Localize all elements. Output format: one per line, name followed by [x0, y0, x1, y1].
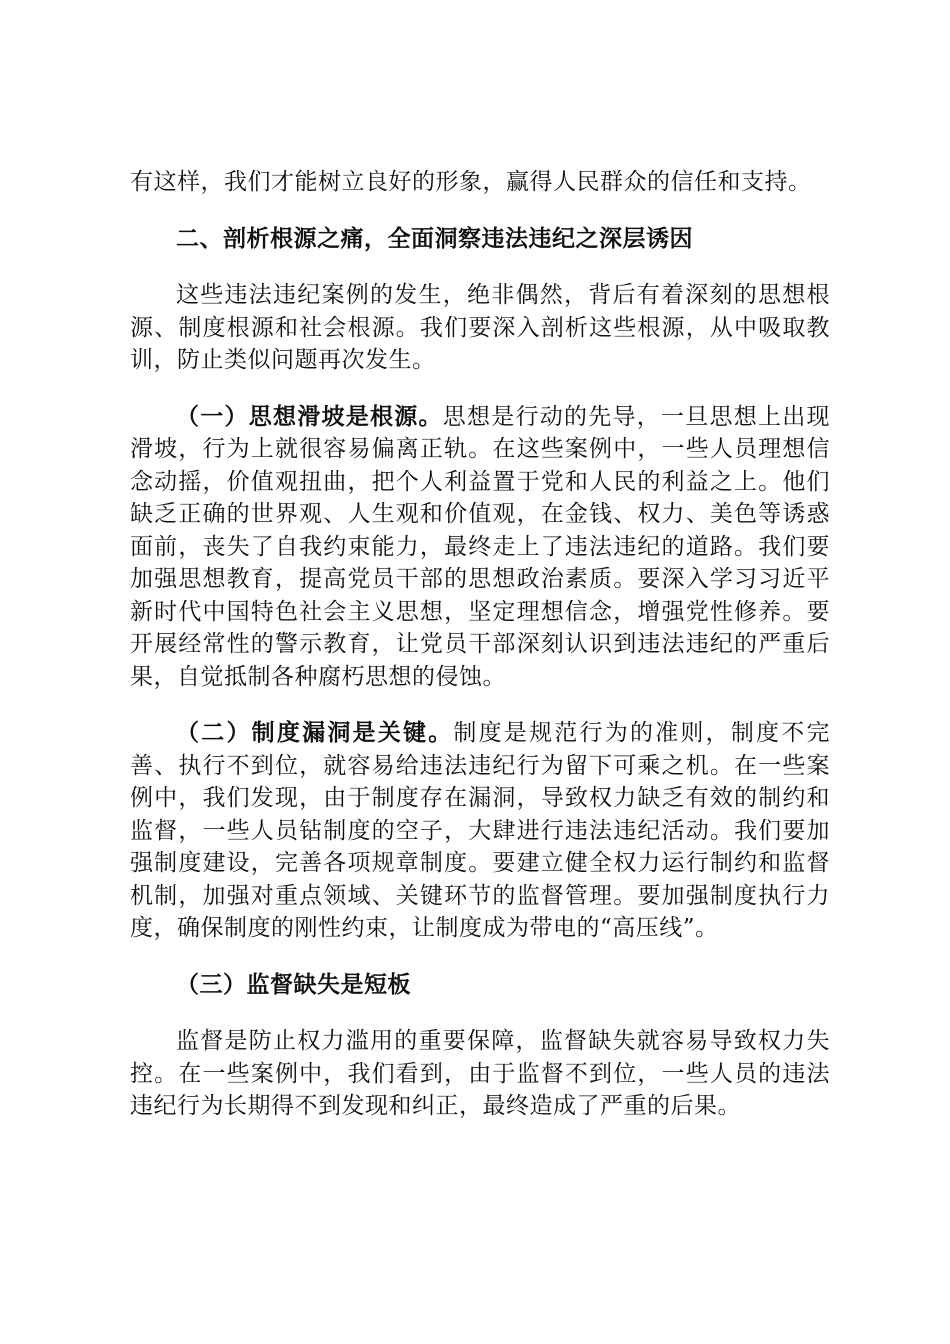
document-body — [130, 166, 830, 1147]
point-3-paragraph: 监督是防止权力滥用的重要保障，监督缺失就容易导致权力失控。在一些案例中，我们看到，由于监督不到位，一些人员的违法违纪行为长期得不到发现和纠正，最终造成了严重的后果。 — [130, 1028, 830, 1119]
point-1-lead: （一）思想滑坡是根源。 — [176, 403, 443, 430]
intro-paragraph: 这些违法违纪案例的发生，绝非偶然，背后有着深刻的思想根源、制度根源和社会根源。我们要深入剖析这些根源，从中吸取教训，防止类似问题再次发生。 — [130, 282, 830, 373]
point-2-lead: （二）制度漏洞是关键。 — [176, 720, 454, 746]
point-2-paragraph — [130, 717, 830, 945]
section-heading: 二、剖析根源之痛，全面洞察违法违纪之深层诱因 — [176, 225, 693, 252]
point-1-body: 思想是行动的先导，一旦思想上出现滑坡，行为上就很容易偏离正轨。在这些案例中，一些人员理想信念动摇，价值观扭曲，把个人利益置于党和人民的利益之上。他们缺乏正确的世界观、人生观和价值观，在金钱、权力、美色等诱惑面前，丧失了自我约束能力，最终走上了违法违纪的道路。我们要加强思想教育，提高党员干部的思想政治素质。要深入学习习近平新时代中国特色社会主义思想，坚定理想信念，增强党性修养。要开展经常性的警示教育，让党员干部深刻认识到违法违纪的严重后果，自觉抵制各种腐朽思想的侵蚀。 — [130, 403, 830, 690]
point-2-body: 制度是规范行为的准则，制度不完善、执行不到位，就容易给违法违纪行为留下可乘之机。在一些案例中，我们发现，由于制度存在漏洞，导致权力缺乏有效的制约和监督，一些人员钻制度的空子，大肆进行违法违纪活动。我们要加强制度建设，完善各项规章制度。要建立健全权力运行制约和监督机制，加强对重点领域、关键环节的监督管理。要加强制度执行力度，确保制度的刚性约束，让制度成为带电的“高压线”。 — [130, 720, 831, 941]
continuation-paragraph: 有这样，我们才能树立良好的形象，赢得人民群众的信任和支持。 — [130, 169, 812, 195]
point-1-paragraph — [130, 401, 830, 694]
point-3-heading: （三）监督缺失是短板 — [176, 971, 411, 998]
